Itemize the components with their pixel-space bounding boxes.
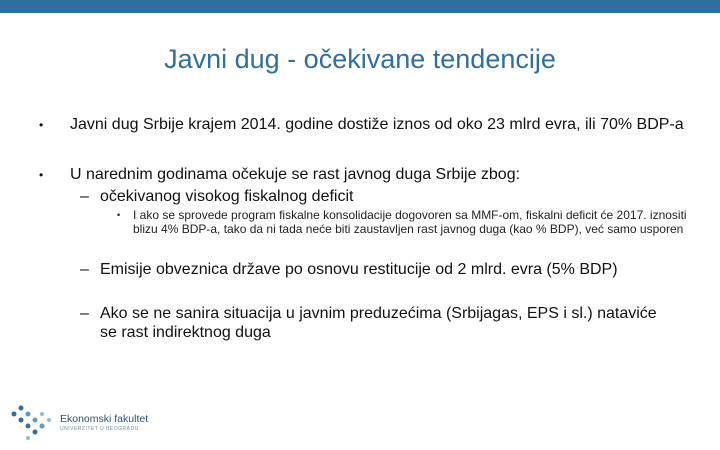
bullet-item-1: Javni dug Srbije krajem 2014. godine dostiže iznos od oko 23 mlrd evra, ili 70% BDP-a (70, 116, 684, 133)
faculty-logo (8, 402, 198, 442)
logo-name: Ekonomski fakultet (60, 413, 149, 425)
slide-title: Javni dug - očekivane tendencije (164, 44, 556, 74)
dash-marker: – (80, 305, 89, 322)
sub-item-1: očekivanog visokog fiskalnog deficit (100, 188, 354, 205)
top-accent-bar (0, 0, 720, 13)
bullet-marker: • (39, 118, 44, 132)
sub-sub-item: I ako se sprovede program fiskalne konsolidacije dogovoren sa MMF-om, fiskalni deficit će 2017. iznositi blizu 4% BDP-a, tako da ni tada neće biti zaustavljen rast javnog duga (kao % BDP), već samo usporen (133, 208, 687, 236)
bullet-item-2: U narednim godinama očekuje se rast javnog duga Srbije zbog: (70, 166, 521, 183)
dash-marker: – (80, 188, 89, 205)
bullet-marker: • (117, 210, 121, 220)
sub-item-3: Ako se ne sanira situacija u javnim preduzećima (Srbijagas, EPS i sl.) nataviće se rast indirektnog duga (100, 305, 657, 341)
bullet-marker: • (39, 168, 44, 182)
dash-marker: – (80, 261, 89, 278)
dots-logo-icon (8, 402, 56, 442)
logo-subtitle: UNIVERZITET U BEOGRADU (60, 426, 139, 432)
sub-item-2: Emisije obveznica države po osnovu restitucije od 2 mlrd. evra (5% BDP) (100, 261, 618, 278)
